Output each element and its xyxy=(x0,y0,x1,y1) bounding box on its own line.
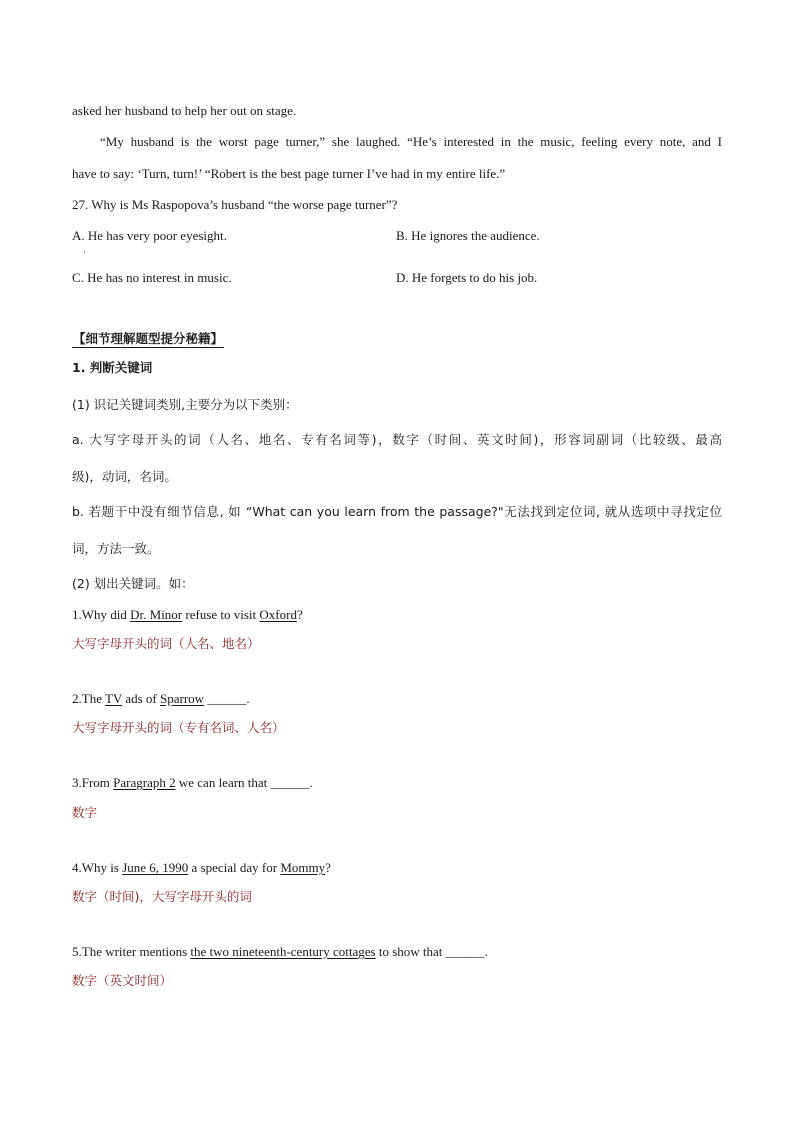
option-c: C. He has no interest in music. xyxy=(72,270,232,285)
keyword: Mommy xyxy=(280,860,326,875)
keyword: June 6, 1990 xyxy=(122,860,189,875)
item-b-line-1: b. 若题干中没有细节信息, 如 “What can you learn from the passage?"无法找到定位词, 就从选项中寻找定位 xyxy=(72,504,722,519)
keyword: TV xyxy=(104,691,123,706)
stray-dot: · xyxy=(83,247,86,257)
keyword: Oxford xyxy=(259,607,297,622)
question-27: 27. Why is Ms Raspopova’s husband “the worse page turner”? xyxy=(72,197,398,212)
sub-heading-2: (2) 划出关键词。如： xyxy=(72,576,194,591)
item-b-line-2: 词，方法一致。 xyxy=(72,541,160,556)
keyword: Sparrow xyxy=(160,691,205,706)
heading-judge-keywords: 1. 判断关键词 xyxy=(72,360,153,375)
sub-heading-1: (1) 识记关键词类别,主要分为以下类别： xyxy=(72,397,298,412)
option-b: B. He ignores the audience. xyxy=(396,228,540,243)
example-4: 4.Why is June 6, 1990 a special day for Mommy? xyxy=(72,860,331,875)
section-title: 【细节理解题型提分秘籍】 xyxy=(73,331,224,346)
example-4-note: 数字（时间)，大写字母开头的词 xyxy=(72,889,252,904)
example-3: 3.From Paragraph 2 we can learn that ______. xyxy=(72,775,313,790)
example-2: 2.The TV ads of Sparrow ______. xyxy=(72,691,250,706)
example-3-note: 数字 xyxy=(72,805,98,820)
keyword: Paragraph 2 xyxy=(113,775,176,790)
option-d: D. He forgets to do his job. xyxy=(396,270,538,285)
option-a: A. He has very poor eyesight. xyxy=(72,228,227,243)
keyword: the two nineteenth-century cottages xyxy=(190,944,376,959)
example-5: 5.The writer mentions the two nineteenth-century cottages to show that ______. xyxy=(72,944,488,959)
example-5-note: 数字（英文时间） xyxy=(72,973,173,988)
passage-line-1: asked her husband to help her out on stage. xyxy=(72,103,297,118)
passage-line-3: have to say: ‘Turn, turn!’ “Robert is the best page turner I’ve had in my entire life.” xyxy=(72,166,506,181)
passage-line-2: “My husband is the worst page turner,” she laughed. “He’s interested in the music, feeling every note, and I xyxy=(100,134,722,149)
keyword: Dr. Minor xyxy=(130,607,183,622)
item-a-line-1: a. 大写字母开头的词（人名、地名、专有名词等)，数字（时间、英文时间)，形容词副词（比较级、最高 xyxy=(72,432,722,447)
item-a-line-2: 级)，动词，名词。 xyxy=(72,469,177,484)
example-2-note: 大写字母开头的词（专有名词、人名） xyxy=(72,720,285,735)
example-1: 1.Why did Dr. Minor refuse to visit Oxford? xyxy=(72,607,303,622)
example-1-note: 大写字母开头的词（人名、地名） xyxy=(72,636,260,651)
